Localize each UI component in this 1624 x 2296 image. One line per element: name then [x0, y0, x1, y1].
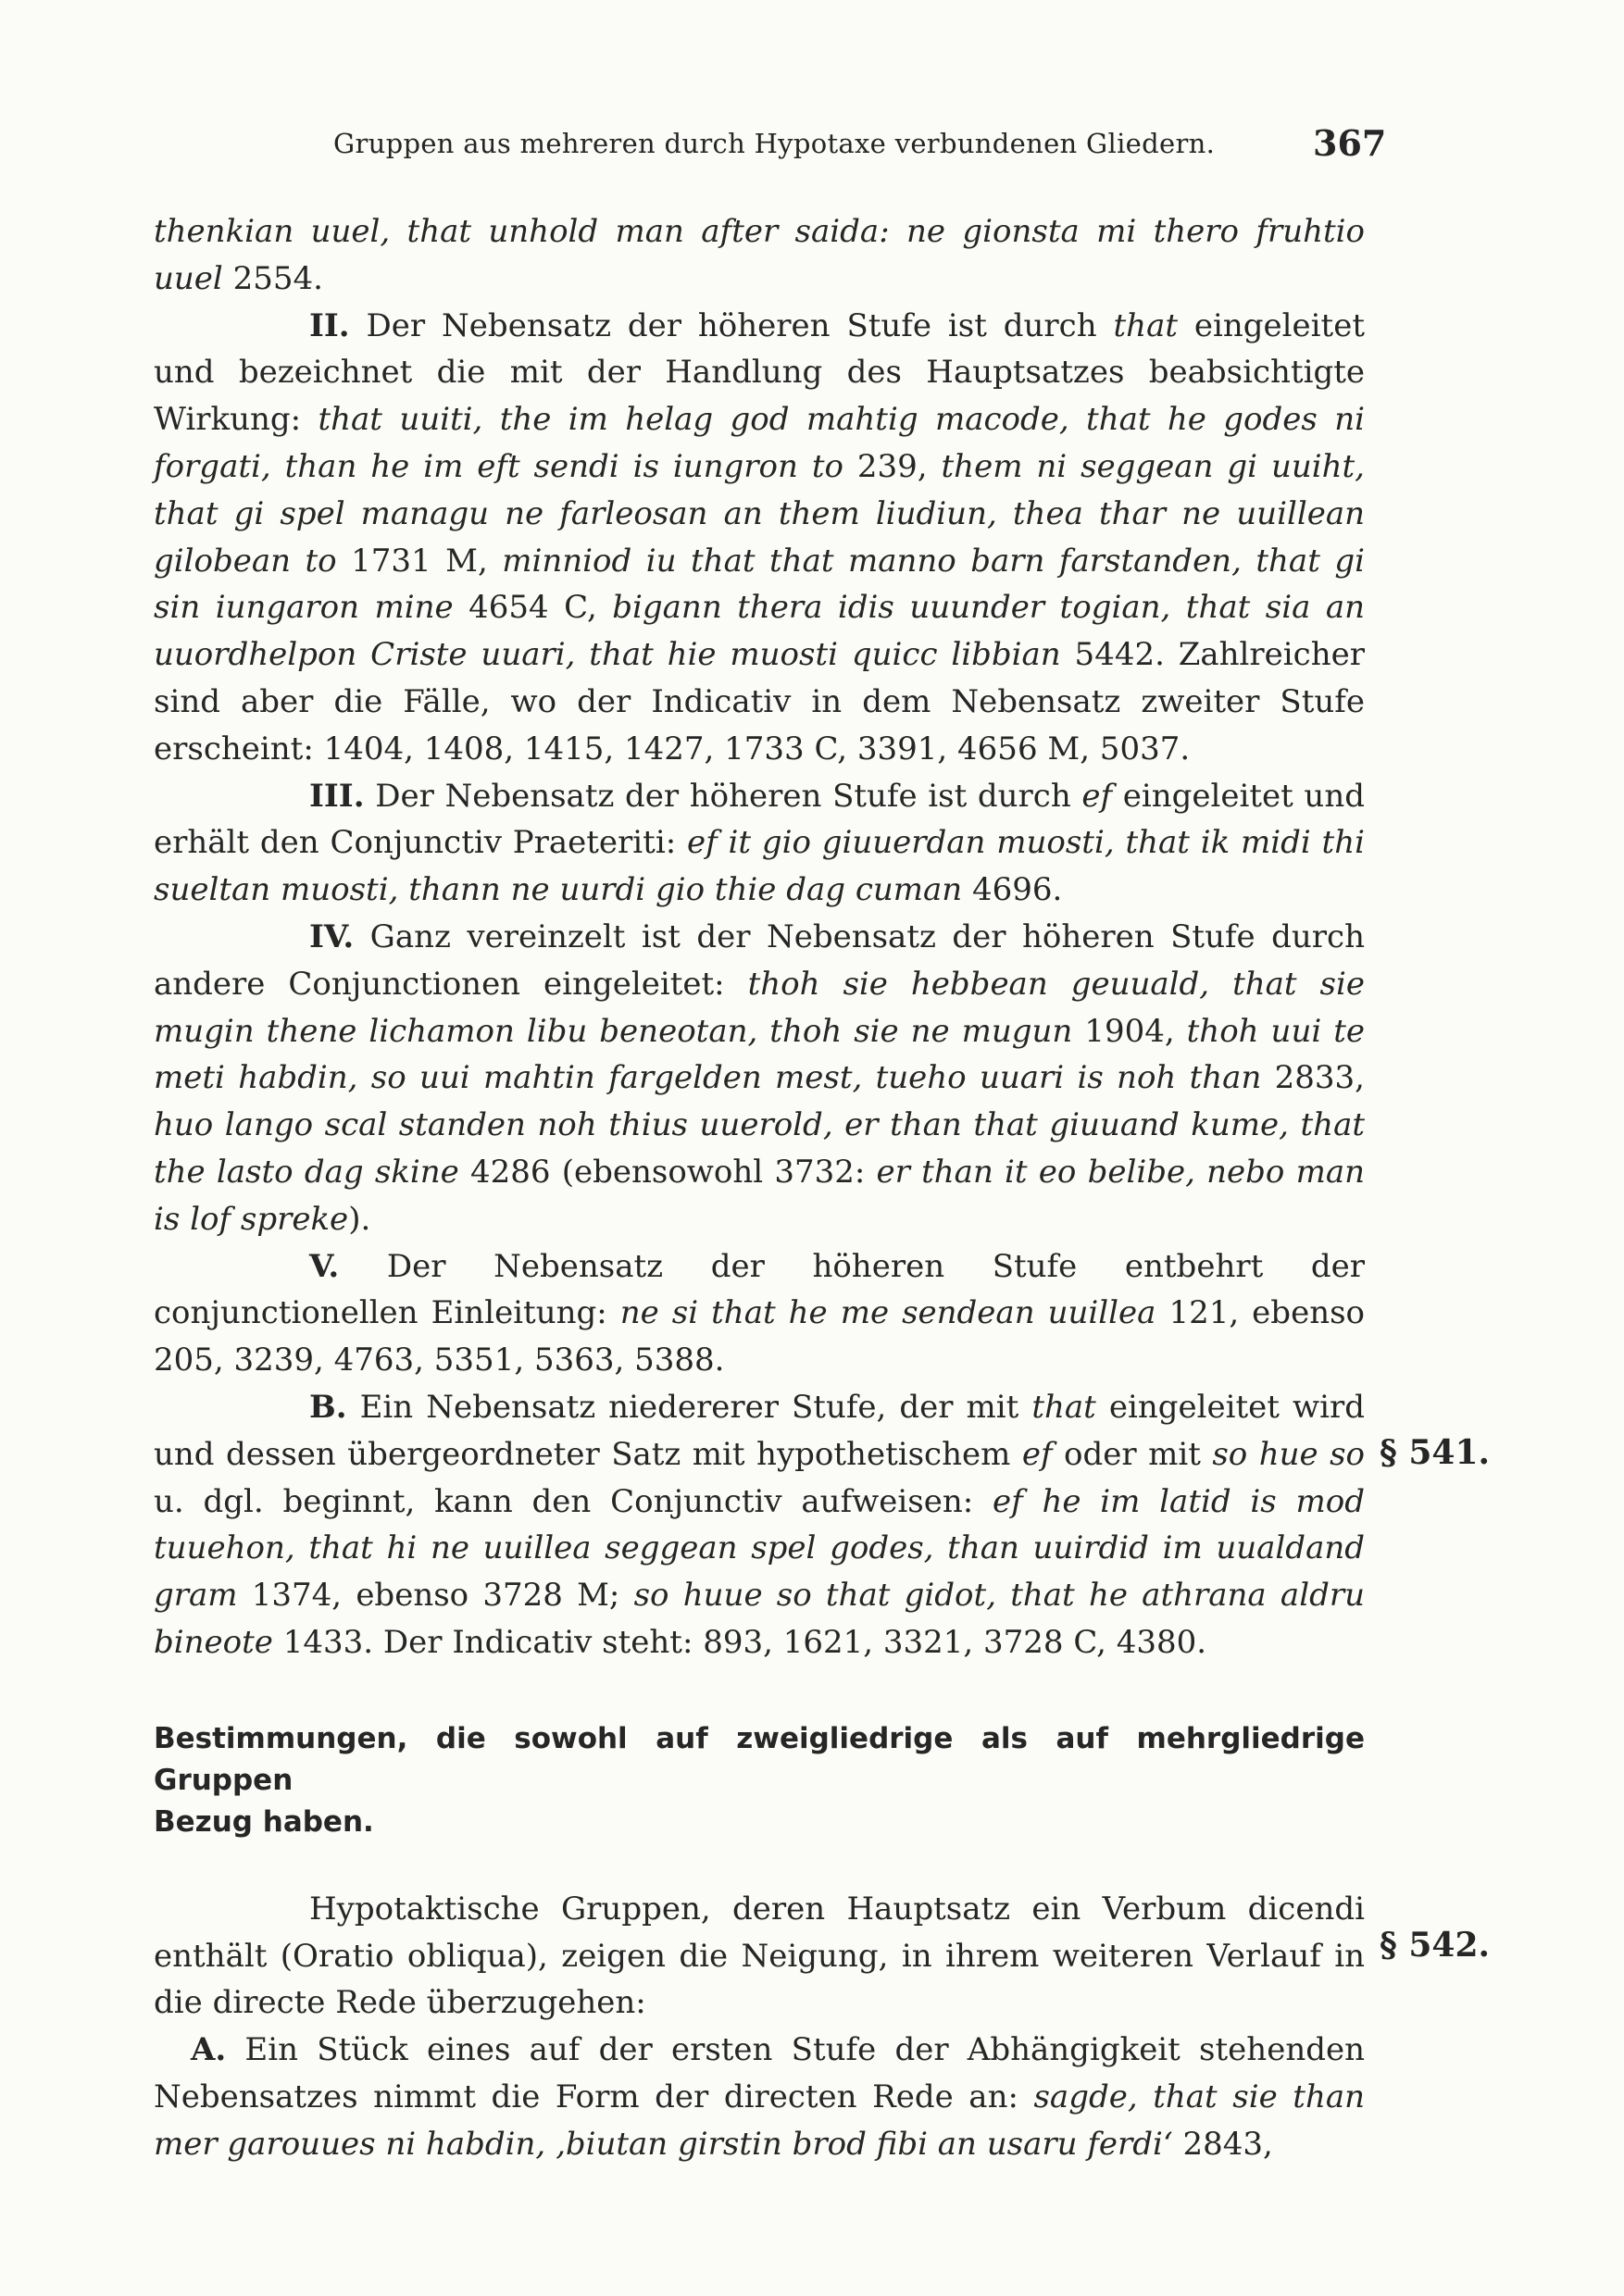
paragraph-text: eingeleitet und erhält den Conjunctiv Praeteriti:: [154, 777, 1365, 862]
paragraph-text: ).: [348, 1200, 371, 1238]
paragraph-text: eingeleitet und bezeichnet die mit der Handlung des Hauptsatzes beabsichtigte Wirkung:: [154, 306, 1365, 439]
section-heading: [154, 1718, 1365, 1843]
example-text: ef: [1021, 1435, 1053, 1473]
paragraph-intro-542: [154, 1886, 1365, 2027]
page-number: 367: [1313, 122, 1387, 164]
example-text: ef: [1081, 777, 1113, 815]
paragraph-text: 2554.: [222, 259, 323, 297]
paragraph-b: [154, 1384, 1365, 1666]
example-text: that: [1031, 1388, 1096, 1426]
paragraph-text: Der Nebensatz der höheren Stufe ist durch: [349, 306, 1114, 344]
example-text: them ni seggean gi uuiht, that gi spel managu ne farleosan an them liudiun, thea thar ne uuillean gilobean to: [154, 447, 1365, 580]
paragraph-text: 1374, ebenso 3728 M;: [237, 1577, 634, 1615]
example-text: thoh sie hebbean geuuald, that sie mugin thene lichamon libu beneotan, thoh sie ne mugun: [154, 965, 1365, 1050]
paragraph-text: Der Nebensatz der höheren Stufe ist durch: [364, 777, 1082, 815]
paragraph-iv: [154, 914, 1365, 1243]
paragraph-ii: [154, 303, 1365, 773]
paragraph-v: [154, 1243, 1365, 1384]
paragraph-text: oder mit: [1052, 1435, 1213, 1473]
paragraph-text: 239,: [843, 447, 942, 485]
example-text: er than it eo belibe, nebo man is lof spreke: [154, 1153, 1365, 1238]
running-head: Gruppen aus mehreren durch Hypotaxe verbundenen Gliedern.: [333, 128, 1216, 159]
example-text: so hue so: [1212, 1435, 1366, 1473]
example-text: ef it gio giuuerdan muosti, that ik midi thi sueltan muosti, thann ne uurdi gio thie dag cuman: [154, 824, 1365, 909]
paragraph-label: III.: [309, 777, 365, 815]
example-text: ne si that he me sendean uuillea: [619, 1294, 1156, 1332]
paragraph-text: 2833,: [1261, 1059, 1365, 1097]
paragraph-text: Der Nebensatz der höheren Stufe entbehrt der conjunctionellen Einleitung:: [154, 1247, 1365, 1332]
paragraph-text: Ganz vereinzelt ist der Nebensatz der höheren Stufe durch andere Conjunctionen eingeleitet:: [154, 917, 1365, 1003]
paragraph-text: Hypotaktische Gruppen, deren Hauptsatz ein Verbum dicendi enthält (Oratio obliqua), zeigen die Neigung, in ihrem weiteren Verlauf in die directe Rede überzugehen:: [154, 1890, 1365, 2022]
paragraph-text: 4286 (ebensowohl 3732:: [458, 1153, 877, 1191]
paragraph-a: [154, 2027, 1365, 2167]
paragraph-text: eingeleitet wird und dessen übergeordneter Satz mit hypothetischem: [154, 1388, 1365, 1473]
section-heading-line: Bestimmungen, die sowohl auf zweigliedrige als auf mehrgliedrige Gruppen: [154, 1721, 1365, 1797]
example-text: huo lango scal standen noh thius uuerold, er than that giuuand kume, that the lasto dag skine: [154, 1106, 1365, 1191]
paragraph-continuation: [154, 208, 1365, 303]
paragraph-label: B.: [309, 1388, 347, 1426]
body-text: [154, 208, 1365, 2167]
example-text: so huue so that gidot, that he athrana aldru bineote: [154, 1577, 1365, 1661]
paragraph-text: 1904,: [1072, 1012, 1187, 1050]
paragraph-text: 2843,: [1172, 2125, 1273, 2163]
example-text: minniod iu that that manno barn farstanden, that gi sin iungaron mine: [154, 542, 1365, 627]
example-text: thoh uui te meti habdin, so uui mahtin fargelden mest, tueho uuari is noh than: [154, 1012, 1365, 1097]
paragraph-text: 121, ebenso 205, 3239, 4763, 5351, 5363, 5388.: [154, 1294, 1366, 1379]
paragraph-label: II.: [309, 306, 350, 344]
example-text: thenkian uuel, that unhold man after saida: ne gionsta mi thero fruhtio uuel: [154, 213, 1365, 297]
paragraph-text: Ein Nebensatz niedererer Stufe, der mit: [346, 1388, 1032, 1426]
paragraph-label: IV.: [309, 917, 355, 955]
example-text: ef he im latid is mod tuuehon, that hi ne uuillea seggean spel godes, than uuirdid im uualdand gram: [154, 1482, 1365, 1615]
paragraph-label: V.: [309, 1247, 340, 1285]
section-heading-line: Bezug haben.: [154, 1804, 374, 1839]
paragraph-text: 5442. Zahlreicher sind aber die Fälle, wo der Indicativ in dem Nebensatz zweiter Stufe erscheint: 1404, 1408, 1415, 1427, 1733 C, 3391, 4656 M, 5037.: [154, 636, 1365, 767]
paragraph-text: 1433. Der Indicativ steht: 893, 1621, 3321, 3728 C, 4380.: [272, 1623, 1207, 1661]
paragraph-text: Ein Stück eines auf der ersten Stufe der Abhängigkeit stehenden Nebensatzes nimmt die Form der directen Rede an:: [154, 2031, 1365, 2115]
paragraph-text: 1731 M,: [336, 542, 503, 580]
paragraph-iii: [154, 773, 1365, 914]
paragraph-text: 4654 C,: [453, 589, 613, 627]
paragraph-text: u. dgl. beginnt, kann den Conjunctiv aufweisen:: [154, 1482, 993, 1520]
example-text: bigann thera idis uuunder togian, that sia an uuordhelpon Criste uuari, that hie muosti quicc libbian: [154, 589, 1365, 674]
section-mark-541: § 541.: [1380, 1433, 1491, 1472]
example-text: that uuiti, the im helag god mahtig macode, that he godes ni forgati, than he im eft sendi is iungron to: [154, 401, 1365, 485]
section-mark-542: § 542.: [1380, 1926, 1491, 1965]
example-text: that: [1113, 306, 1179, 344]
example-text: sagde, that sie than mer garouues ni habdin, ‚biutan girstin brod fibi an usaru ferdi‘: [154, 2078, 1366, 2163]
paragraph-label: A.: [191, 2031, 227, 2069]
paragraph-text: 4696.: [962, 871, 1063, 909]
